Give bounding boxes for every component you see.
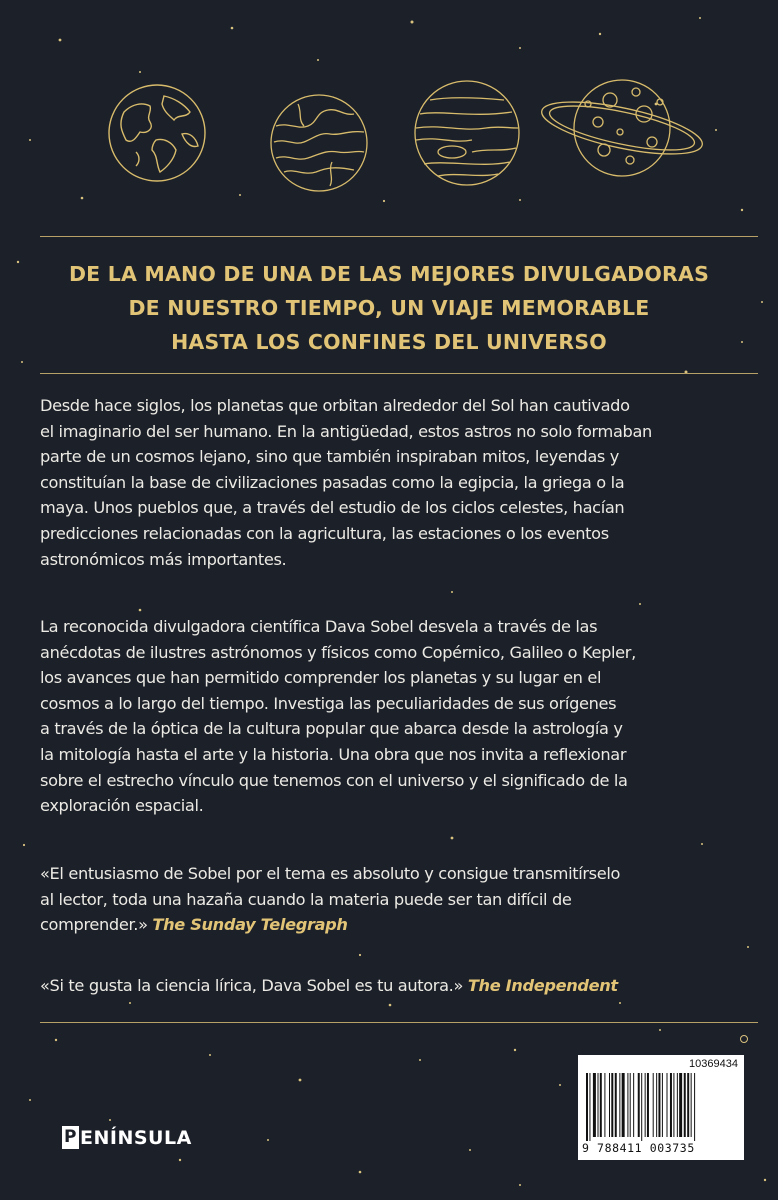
text-line: sobre el estrecho vínculo que tenemos con el universo y el significado de la bbox=[40, 770, 628, 790]
barcode-bar bbox=[609, 1073, 610, 1137]
middle-divider bbox=[40, 373, 758, 374]
barcode-bar bbox=[622, 1073, 625, 1137]
barcode-bar bbox=[638, 1073, 640, 1137]
publisher-logo bbox=[62, 1126, 192, 1149]
barcode-bar bbox=[598, 1073, 599, 1137]
publisher-name: ENÍNSULA bbox=[80, 1126, 192, 1149]
text-line: constituían la base de civilizaciones pasadas como la egipcia, la griega o la bbox=[40, 472, 625, 492]
ringed-planet-icon bbox=[540, 70, 706, 186]
review-quote-2 bbox=[40, 973, 740, 999]
barcode-bar bbox=[662, 1073, 663, 1137]
barcode-bar bbox=[604, 1073, 605, 1137]
barcode-bar bbox=[611, 1073, 613, 1137]
barcode-bar bbox=[619, 1073, 620, 1137]
barcode-bar bbox=[694, 1073, 695, 1141]
text-line: maya. Unos pueblos que, a través del estudio de los ciclos celestes, hacían bbox=[40, 498, 625, 518]
barcode-bar bbox=[687, 1073, 689, 1137]
barcode-bar bbox=[589, 1073, 590, 1141]
barcode-bar bbox=[641, 1073, 642, 1141]
barcode-bar bbox=[691, 1073, 692, 1137]
text-line: cosmos a lo largo del tiempo. Investiga las peculiaridades de sus orígenes bbox=[40, 693, 617, 713]
barcode-bar bbox=[600, 1073, 602, 1137]
quote-source: The Independent bbox=[467, 976, 618, 995]
headline-line: DE LA MANO DE UNA DE LAS MEJORES DIVULGADORAS bbox=[68, 262, 710, 286]
top-divider bbox=[40, 236, 758, 237]
publisher-logo-box: P bbox=[62, 1126, 79, 1149]
barcode-bar bbox=[647, 1073, 649, 1137]
barcode-bar bbox=[684, 1073, 686, 1137]
text-line: anécdotas de ilustres astrónomos y físicos como Copérnico, Galileo o Kepler, bbox=[40, 642, 636, 662]
barcode-bar bbox=[673, 1073, 674, 1137]
barcode-bar bbox=[677, 1073, 678, 1137]
barcode-bar bbox=[653, 1073, 654, 1137]
barcode-bar bbox=[667, 1073, 668, 1137]
barcode-bars bbox=[584, 1073, 738, 1141]
barcode-bar bbox=[593, 1073, 596, 1137]
lined-planet-icon bbox=[268, 92, 370, 194]
barcode bbox=[578, 1055, 744, 1160]
text-line: el imaginario del ser humano. En la antigüedad, estos astros no solo formaban bbox=[40, 421, 652, 441]
synopsis-paragraph-1 bbox=[40, 393, 740, 572]
barcode-bar bbox=[645, 1073, 646, 1137]
barcode-bar bbox=[658, 1073, 660, 1137]
quote-text: comprender.» bbox=[40, 915, 148, 935]
isbn-number: 9 788411 003735 bbox=[582, 1141, 695, 1155]
text-line: predicciones relacionadas con la agricultura, las estaciones o los eventos bbox=[40, 523, 609, 543]
text-line: la mitología hasta el arte y la historia. Una obra que nos invita a reflexionar bbox=[40, 744, 627, 764]
review-quote-1 bbox=[40, 861, 740, 938]
text-line bbox=[40, 912, 740, 938]
barcode-bar bbox=[630, 1073, 631, 1137]
text-line: a través de la óptica de la cultura popular que abarca desde la astrología y bbox=[40, 719, 623, 739]
text-line: los avances que han permitido comprender los planetas y su lugar en el bbox=[40, 668, 602, 688]
text-line: La reconocida divulgadora científica Dava Sobel desvela a través de las bbox=[40, 617, 598, 636]
earth-planet-icon bbox=[106, 82, 208, 184]
barcode-bar bbox=[670, 1073, 672, 1137]
barcode-bar bbox=[615, 1073, 617, 1137]
quote-text: «Si te gusta la ciencia lírica, Dava Sobel es tu autora.» bbox=[40, 976, 464, 995]
barcode-bar bbox=[679, 1073, 682, 1137]
quote-source: The Sunday Telegraph bbox=[152, 915, 348, 935]
headline bbox=[0, 257, 778, 359]
text-line bbox=[40, 973, 740, 999]
text-line: exploración espacial. bbox=[40, 796, 204, 816]
barcode-bar bbox=[656, 1073, 657, 1137]
text-line: astronómicos más importantes. bbox=[40, 549, 287, 569]
striped-planet-icon bbox=[412, 78, 522, 188]
bottom-divider bbox=[40, 1022, 758, 1023]
text-line: al lector, toda una hazaña cuando la materia puede ser tan difícil de bbox=[40, 889, 572, 909]
barcode-internal-code: 10369434 bbox=[689, 1058, 738, 1070]
headline-line: DE NUESTRO TIEMPO, UN VIAJE MEMORABLE bbox=[128, 296, 650, 320]
synopsis-paragraph-2 bbox=[40, 614, 740, 819]
text-line: «El entusiasmo de Sobel por el tema es absoluto y consigue transmitírselo bbox=[40, 864, 621, 883]
barcode-bar bbox=[633, 1073, 634, 1137]
headline-line: HASTA LOS CONFINES DEL UNIVERSO bbox=[171, 330, 607, 354]
barcode-bar bbox=[627, 1073, 628, 1137]
text-line: Desde hace siglos, los planetas que orbitan alrededor del Sol han cautivado bbox=[40, 396, 630, 415]
text-line: parte de un cosmos lejano, sino que también inspiraban mitos, leyendas y bbox=[40, 447, 620, 467]
barcode-bar bbox=[586, 1073, 588, 1141]
